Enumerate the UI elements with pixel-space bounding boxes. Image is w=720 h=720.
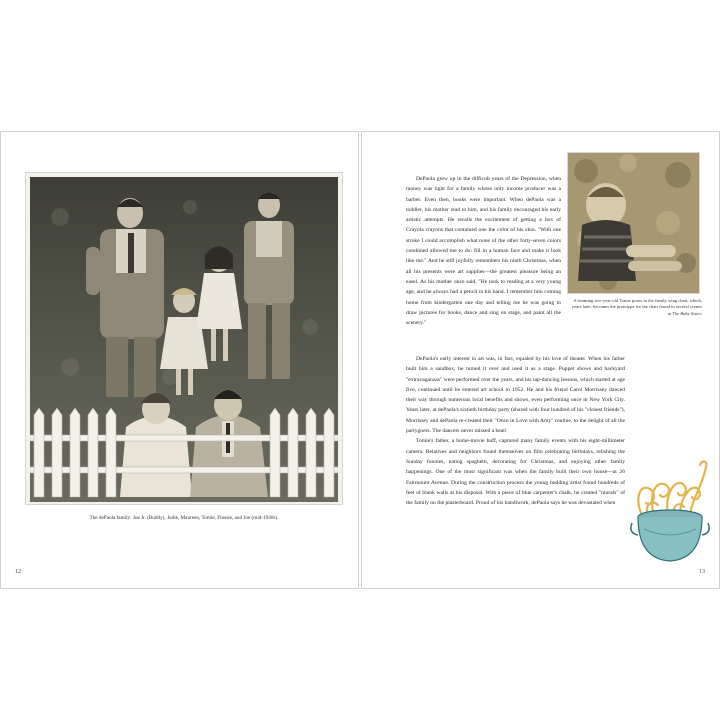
page-number: 12: [15, 569, 21, 575]
tomie-photo-caption: [570, 298, 702, 317]
caption-text: A beaming two-year-old Tomie poses in the family wing chair, which, years later, becomes the prototype for the chair found in several scenes in: [571, 298, 702, 316]
body-text-upper: [406, 174, 561, 328]
spaghetti-pot-illustration: [630, 459, 710, 574]
photo-caption: The dePaola family: Joe Jr. (Buddy), Judie, Maureen, Tomie, Flossie, and Joe (mid-1940s).: [89, 515, 279, 521]
page-number: 13: [699, 569, 705, 575]
left-page: [0, 131, 359, 589]
family-photo: [25, 172, 343, 505]
book-title: The Baby Sister.: [672, 310, 702, 316]
body-text-lower: [406, 354, 625, 508]
family-photo-image: [30, 177, 338, 502]
paragraph: DePaola grew up in the difficult years of the Depression, when money was tight for a family whose only income producer was a barber. Even then, books were important. When dePaola was a toddler, his mother read to him, and his family encouraged his early artistic attempts. He recalls the excitement of getting a box of Crayola crayons that contained one the color of his skin. "With one stroke I could accomplish what none of the other forty-seven colors combined allowed me to do: fill in a human face and make it look like me." And he still joyfully remembers his ninth Christmas, when all his presents were art supplies—the greatest pleasure being an easel. As his mother once said, "He took to reading at a very young age, and he always had a pencil in his hand. I remember him coming home from kindergarten one day and telling me he was going to draw pictures for books, dance and sing on stage, and paint all the scenery.": [406, 176, 561, 327]
right-page: [361, 131, 720, 589]
pasta-pot-icon: [630, 459, 710, 569]
tomie-chair-photo: [567, 152, 700, 294]
tomie-chair-photo-image: [568, 153, 699, 293]
paragraph: DePaola's early interest in art was, in fact, equaled by his love of theater. When his father built him a sandbox, he turned it over and used it as a stage. Puppet shows and backyard "extravaganzas" were performed over the years, and his tap-dancing lessons, which started at age five, continued until he entered art school in 1952. He and his friend Carol Morrissey danced their way through numerous local benefits and shows, even performing once in New York City. Years later, at dePaola's sixtieth birthday party (shared with four hundred of his "closest friends"), Morrissey and dePaola re-created their "Once in Love with Amy" routine, to the delight of all the partygoers. The dancers never missed a beat!: [406, 356, 625, 435]
paragraph: Tomie's father, a home-movie buff, captured many family events with his eight-millimeter camera. Relatives and neighbors found themselves on film celebrating birthdays, relishing the Sunday funnies, eating spaghetti, decorating for Christmas, and enjoying other family happenings. One of the most significant was when the family built their own house—at 26 Fairmount Avenue. During the construction process the young budding artist found hundreds of feet of blank walls at his disposal. With a piece of blue carpenter's chalk, he created "murals" of the family on the plasterboard. Proud of his handiwork, dePaola says he was devastated when: [406, 438, 625, 507]
